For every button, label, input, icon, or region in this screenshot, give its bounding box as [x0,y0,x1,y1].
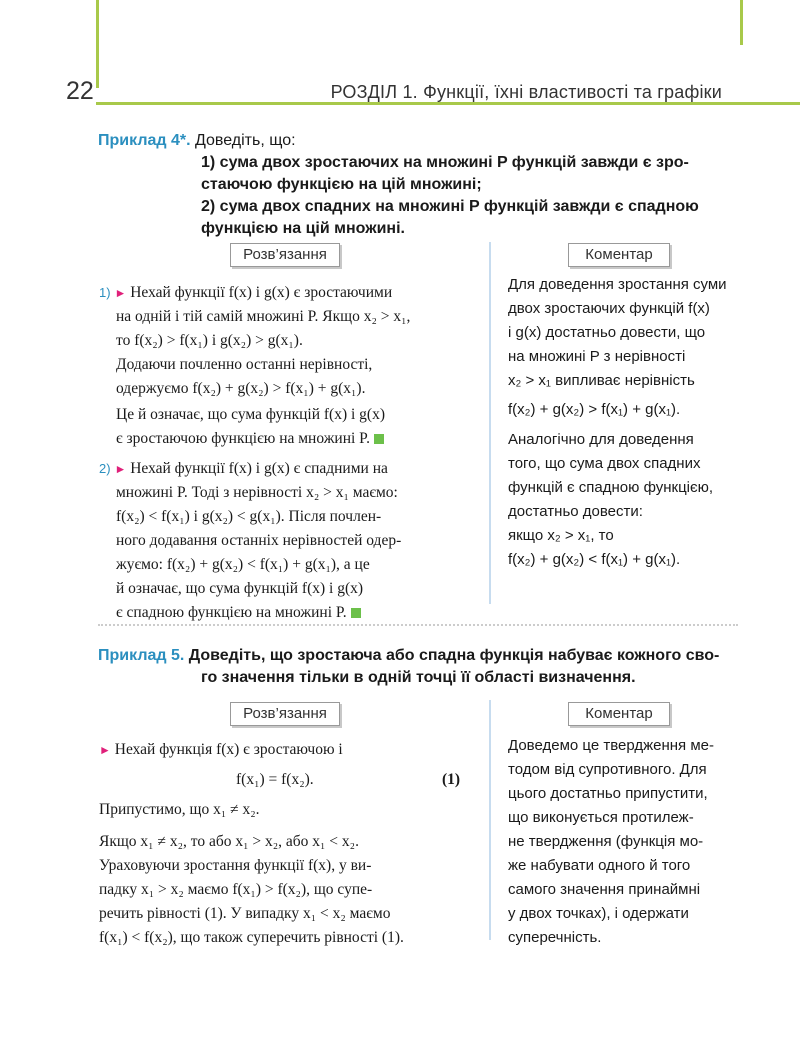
comment-5-line-2: тодом від супротивного. Для [508,761,707,778]
solution-1-line-6: Це й означає, що сума функцій f(x) і g(x) [116,406,385,423]
example-5-label: Приклад 5. [98,647,185,664]
example-5-heading [98,645,719,667]
page-number: 22 [66,77,94,105]
solution-2-line-7 [116,601,361,625]
solution-1-line-4: Додаючи почленно останні нерівності, [116,356,373,373]
solution-5-line-1 [99,738,343,762]
comment-5-line-4: що виконується протилеж- [508,809,694,826]
comment-4-line-8: функцій є спадною функцією, [508,479,714,496]
example-4-intro: Доведіть, що: [195,132,296,149]
solution-1-line-3: то f(x₂) > f(x₁) і g(x₂) > g(x₁). [116,332,303,349]
solution-2-line-5: жуємо: f(x₂) + g(x₂) < f(x₁) + g(x₁), а це [116,556,370,573]
example-4-line-3: 2) сума двох спадних на множині P функцій завжди є спадною [201,198,699,215]
comment-tab: Коментар [568,243,670,267]
example-4-heading [98,130,296,152]
comment-5-line-8: у двох точках), і одержати [508,905,689,922]
column-divider [489,242,491,604]
solution-1-line-2: на одній і тій самій множині P. Якщо x₂ > x₁, [116,308,411,325]
frame-left-line [96,0,99,88]
comment-5-line-1: Доведемо це твердження ме- [508,737,714,754]
comment-4-line-3: і g(x) достатньо довести, що [508,324,706,341]
example-5-line-1: Доведіть, що зростаюча або спадна функція набуває кожного сво- [188,647,720,664]
column-divider [489,700,491,940]
solution-1-line-1 [99,281,392,305]
comment-4-line-1: Для доведення зростання суми [508,276,727,293]
comment-4-line-2: двох зростаючих функцій f(x) [508,300,710,317]
solution-tab: Розв’язання [230,243,340,267]
running-title: РОЗДІЛ 1. Функції, їхні властивості та графіки [330,82,722,102]
comment-5-line-5: не твердження (функція мо- [508,833,704,850]
solution-5-line-8: f(x₁) < f(x₂), що також суперечить рівності (1). [99,929,404,946]
solution-5-equation: f(x₁) = f(x₂). [236,771,314,788]
comment-5-line-3: цього достатньо припустити, [508,785,708,802]
solution-tab: Розв’язання [230,702,340,726]
solution-2-line-1 [99,457,388,481]
solution-1-line-7 [116,427,384,451]
triangle-marker-icon: ► [114,286,127,300]
comment-tab: Коментар [568,702,670,726]
text: Нехай функції f(x) і g(x) є спадними на [130,460,388,477]
example-4-line-1: 1) сума двох зростаючих на множині P функцій завжди є зро- [201,154,689,171]
comment-4-line-6: Аналогічно для доведення [508,431,694,448]
section-separator [98,624,738,626]
comment-4-line-7: того, що сума двох спадних [508,455,701,472]
example-4-label: Приклад 4*. [98,132,191,149]
example-5-line-2: го значення тільки в одній точці її області визначення. [201,669,636,686]
solution-2-line-2: множині P. Тоді з нерівності x₂ > x₁ маємо: [116,484,398,501]
solution-1-line-5: одержуємо f(x₂) + g(x₂) > f(x₁) + g(x₁). [116,380,366,397]
item-number: 1) [99,285,111,300]
frame-top-line [740,0,743,45]
solution-2-line-4: ного додавання останніх нерівностей одер- [116,532,402,549]
example-4-line-2: стаючою функцією на цій множині; [201,176,482,193]
end-of-proof-icon [374,434,384,444]
comment-5-line-9: суперечність. [508,929,602,946]
solution-5-line-6: падку x₁ > x₂ маємо f(x₁) > f(x₂), що супе- [99,881,373,898]
comment-4-line-5: x₂ > x₁ випливає нерівність [508,372,695,389]
solution-2-line-6: й означає, що сума функцій f(x) і g(x) [116,580,364,597]
comment-4-formula-2: f(x₂) + g(x₂) < f(x₁) + g(x₁). [508,551,681,568]
comment-4-line-9: достатньо довести: [508,503,643,520]
solution-5-line-7: речить рівності (1). У випадку x₁ < x₂ маємо [99,905,391,922]
solution-5-line-4: Якщо x₁ ≠ x₂, то або x₁ > x₂, або x₁ < x₂. [99,833,359,850]
item-number: 2) [99,461,111,476]
triangle-marker-icon: ► [99,743,111,757]
end-of-proof-icon [351,608,361,618]
comment-5-line-6: же набувати одного й того [508,857,691,874]
text: є спадною функцією на множині P. [116,604,347,621]
comment-4-line-10: якщо x₂ > x₁, то [508,527,614,544]
triangle-marker-icon: ► [114,462,127,476]
solution-2-line-3: f(x₂) < f(x₁) і g(x₂) < g(x₁). Після почлен- [116,508,382,525]
comment-5-line-7: самого значення принаймні [508,881,701,898]
solution-5-line-5: Ураховуючи зростання функції f(x), у ви- [99,857,372,874]
text: Нехай функції f(x) і g(x) є зростаючими [130,284,393,301]
text: є зростаючою функцією на множині P. [116,430,370,447]
equation-number: (1) [442,771,461,788]
comment-4-line-4: на множині P з нерівності [508,348,686,365]
example-4-line-4: функцією на цій множині. [201,220,405,237]
solution-5-line-3: Припустимо, що x₁ ≠ x₂. [99,801,260,818]
comment-4-formula-1: f(x₂) + g(x₂) > f(x₁) + g(x₁). [508,401,681,418]
text: Нехай функція f(x) є зростаючою і [114,741,343,758]
